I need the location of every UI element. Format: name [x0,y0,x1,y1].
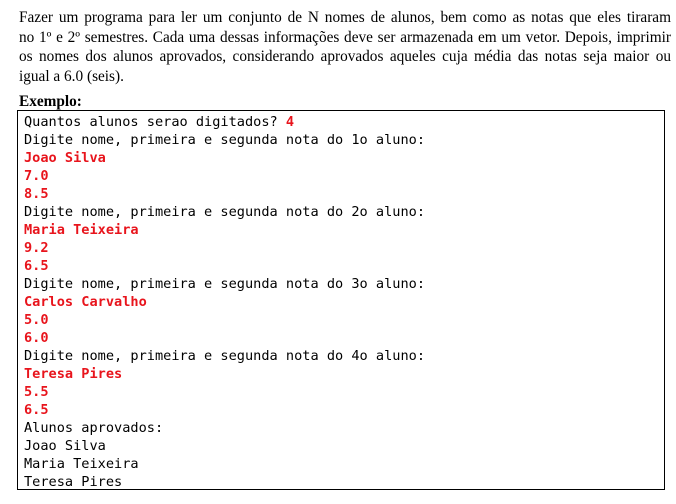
console-output-box [17,110,665,490]
console-user-input-line: Joao Silva [24,150,106,166]
console-user-input-line: 8.5 [24,186,49,202]
console-output-line: Digite nome, primeira e segunda nota do 1o aluno: [24,132,426,148]
console-user-input-line: Maria Teixeira [24,222,139,238]
statement-line: os nomes dos alunos aprovados, considerando aprovados aqueles cuja média das notas seja maior ou [19,48,671,65]
console-user-input-line: 6.0 [24,330,49,346]
console-output-line: Maria Teixeira [24,456,139,472]
console-user-input-line: Carlos Carvalho [24,294,147,310]
console-output-line: Digite nome, primeira e segunda nota do 3o aluno: [24,276,426,292]
console-user-input-line: 5.0 [24,312,49,328]
console-user-input-line: 7.0 [24,168,49,184]
console-prompt: Quantos alunos serao digitados? [24,114,286,130]
console-output-line: Alunos aprovados: [24,420,164,436]
console-user-input-line: 5.5 [24,384,49,400]
console-user-input-line: 9.2 [24,240,49,256]
statement-line: igual a 6.0 (seis). [19,67,124,85]
console-user-input: 4 [285,114,295,130]
problem-statement [19,8,671,86]
example-heading: Exemplo: [19,93,82,110]
console-output-line: Digite nome, primeira e segunda nota do 4o aluno: [24,348,426,364]
console-output-line: Teresa Pires [24,474,123,490]
console-lines [24,131,664,491]
statement-line: no 1º e 2º semestres. Cada uma dessas informações deve ser armazenada em um vetor. Depois, imprimir [19,28,671,46]
statement-line: Fazer um programa para ler um conjunto de N nomes de alunos, bem como as notas que eles tiraram [19,9,671,26]
console-user-input-line: Teresa Pires [24,366,123,382]
console-output-line: Digite nome, primeira e segunda nota do 2o aluno: [24,204,426,220]
console-line [24,113,664,131]
console-user-input-line: 6.5 [24,258,49,274]
console-output-line: Joao Silva [24,438,106,454]
console-user-input-line: 6.5 [24,402,49,418]
